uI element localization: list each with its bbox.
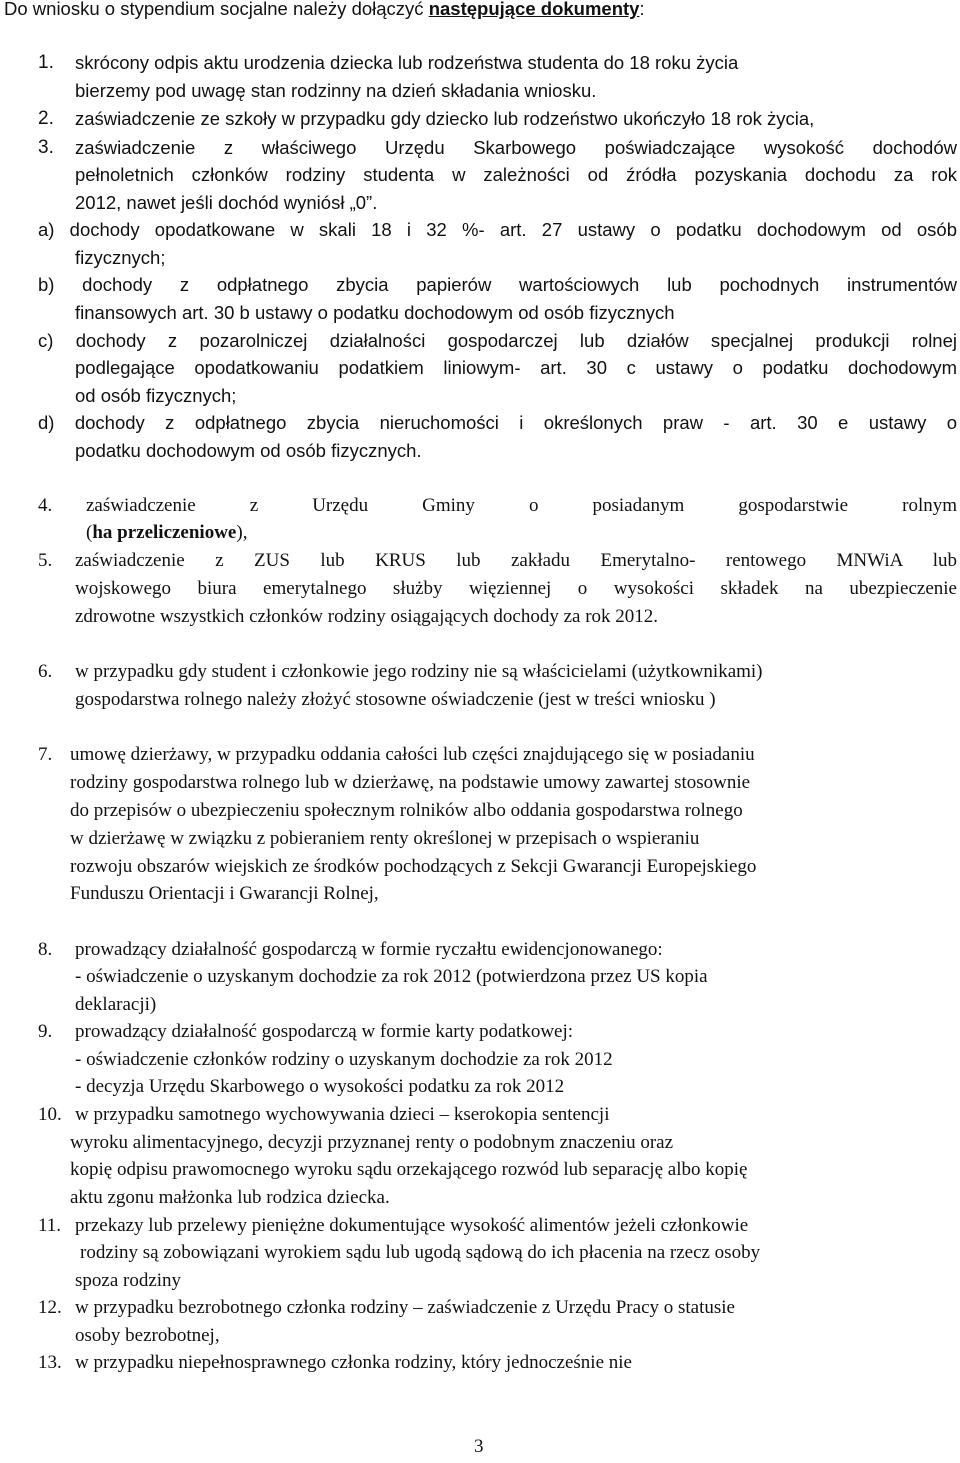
item-9-line-2: - oświadczenie członków rodziny o uzyskanym dochodzie za rok 2012 bbox=[75, 1049, 613, 1070]
item-7-line-3: do przepisów o ubezpieczeniu społecznym rolników albo oddania gospodarstwa rolnego bbox=[70, 800, 743, 821]
item-4-number: 4. bbox=[38, 495, 53, 516]
item-10-line-2: wyroku alimentacyjnego, decyzji przyznanej renty o podobnym znaczeniu oraz bbox=[70, 1132, 674, 1153]
item-4-paren-close: ), bbox=[236, 522, 248, 543]
subitem-c-line-1: c) dochody z pozarolniczej działalności gospodarczej lub działów specjalnej produkcji rolnej bbox=[38, 330, 957, 351]
item-6-line-2: gospodarstwa rolnego należy złożyć stosowne oświadczenie (jest w treści wniosku ) bbox=[75, 689, 716, 710]
item-8-line-1: prowadzący działalność gospodarczą w formie ryczałtu ewidencjonowanego: bbox=[75, 939, 663, 960]
subitem-b-line-2: finansowych art. 30 b ustawy o podatku dochodowym od osób fizycznych bbox=[75, 302, 675, 323]
item-3-number: 3. bbox=[38, 137, 54, 158]
intro-heading bbox=[4, 0, 645, 20]
item-13-line-1: w przypadku niepełnosprawnego członka rodziny, który jednocześnie nie bbox=[75, 1352, 632, 1373]
item-10-line-3: kopię odpisu prawomocnego wyroku sądu orzekającego rozwód lub separację albo kopię bbox=[70, 1159, 748, 1180]
item-3-line-1: zaświadczenie z właściwego Urzędu Skarbowego poświadczające wysokość dochodów bbox=[75, 137, 957, 158]
item-2-number: 2. bbox=[38, 108, 54, 129]
item-6-line-1: w przypadku gdy student i członkowie jego rodziny nie są właścicielami (użytkownikami) bbox=[75, 661, 763, 682]
intro-tail: : bbox=[639, 0, 645, 19]
item-10-line-4: aktu zgonu małżonka lub rodzica dziecka. bbox=[70, 1187, 390, 1208]
item-11-line-2: rodziny są zobowiązani wyrokiem sądu lub ugodą sądową do ich płacenia na rzecz osoby bbox=[80, 1242, 761, 1263]
item-7-line-5: rozwoju obszarów wiejskich ze środków pochodzących z Sekcji Gwarancji Europejskiego bbox=[70, 856, 757, 877]
item-9-line-1: prowadzący działalność gospodarczą w formie karty podatkowej: bbox=[75, 1021, 574, 1042]
item-12-line-1: w przypadku bezrobotnego członka rodziny – zaświadczenie z Urzędu Pracy o statusie bbox=[75, 1297, 735, 1318]
item-1-line-2: bierzemy pod uwagę stan rodzinny na dzień składania wniosku. bbox=[75, 80, 597, 101]
item-11-line-1: przekazy lub przelewy pieniężne dokumentujące wysokość alimentów jeżeli członkowie bbox=[75, 1215, 749, 1236]
item-1-number: 1. bbox=[38, 52, 54, 73]
item-5-line-2: wojskowego biura emerytalnego służby więziennej o wysokości składek na ubezpieczenie bbox=[75, 578, 957, 599]
item-7-line-4: w dzierżawę w związku z pobieraniem renty określonej w przepisach o wspieraniu bbox=[70, 828, 700, 849]
item-5-line-1: zaświadczenie z ZUS lub KRUS lub zakładu Emerytalno- rentowego MNWiA lub bbox=[75, 550, 957, 571]
subitem-c-line-3: od osób fizycznych; bbox=[75, 385, 237, 406]
subitem-c-line-2: podlegające opodatkowaniu podatkiem liniowym- art. 30 c ustawy o podatku dochodowym bbox=[75, 357, 957, 378]
intro-emphasis: następujące dokumenty bbox=[428, 0, 640, 19]
item-5-line-3: zdrowotne wszystkich członków rodziny osiągających dochody za rok 2012. bbox=[75, 606, 659, 627]
item-3-line-2: pełnoletnich członków rodziny studenta w zależności od źródła pozyskania dochodu za rok bbox=[75, 164, 957, 185]
item-7-line-2: rodziny gospodarstwa rolnego lub w dzierżawę, na podstawie umowy zawartej stosownie bbox=[70, 772, 751, 793]
subitem-b-line-1: b) dochody z odpłatnego zbycia papierów wartościowych lub pochodnych instrumentów bbox=[38, 274, 957, 295]
subitem-a-line-1: a) dochody opodatkowane w skali 18 i 32 %- art. 27 ustawy o podatku dochodowym od osób bbox=[38, 219, 957, 240]
item-7-line-6: Funduszu Orientacji i Gwarancji Rolnej, bbox=[70, 883, 379, 904]
item-8-number: 8. bbox=[38, 939, 53, 960]
item-4-paren-open: ( bbox=[86, 522, 93, 543]
item-9-number: 9. bbox=[38, 1021, 53, 1042]
item-7-line-1: umowę dzierżawy, w przypadku oddania całości lub części znajdującego się w posiadaniu bbox=[70, 744, 755, 765]
item-11-line-3: spoza rodziny bbox=[75, 1270, 182, 1291]
item-12-number: 12. bbox=[38, 1297, 62, 1318]
item-8-line-2: - oświadczenie o uzyskanym dochodzie za rok 2012 (potwierdzona przez US kopia bbox=[75, 966, 708, 987]
item-13-number: 13. bbox=[38, 1352, 62, 1373]
subitem-a-line-2: fizycznych; bbox=[75, 247, 166, 268]
item-3-line-3: 2012, nawet jeśli dochód wyniósł „0”. bbox=[75, 192, 378, 213]
item-5-number: 5. bbox=[38, 550, 53, 571]
item-2-line-1: zaświadczenie ze szkoły w przypadku gdy dziecko lub rodzeństwo ukończyło 18 rok życia, bbox=[75, 108, 815, 129]
item-4-bold: ha przeliczeniowe bbox=[92, 522, 237, 543]
item-1-line-1: skrócony odpis aktu urodzenia dziecka lub rodzeństwa studenta do 18 roku życia bbox=[75, 52, 739, 73]
item-12-line-2: osoby bezrobotnej, bbox=[75, 1325, 220, 1346]
item-10-line-1: w przypadku samotnego wychowywania dzieci – kserokopia sentencji bbox=[75, 1104, 610, 1125]
item-9-line-3: - decyzja Urzędu Skarbowego o wysokości podatku za rok 2012 bbox=[75, 1076, 565, 1097]
item-4-line-2 bbox=[86, 522, 247, 544]
item-8-line-3: deklaracji) bbox=[75, 994, 157, 1015]
intro-lead: Do wniosku o stypendium socjalne należy dołączyć bbox=[4, 0, 429, 19]
item-11-number: 11. bbox=[38, 1215, 62, 1236]
subitem-d-line-2: podatku dochodowym od osób fizycznych. bbox=[75, 440, 422, 461]
subitem-d-line-1: d) dochody z odpłatnego zbycia nieruchomości i określonych praw - art. 30 e ustawy o bbox=[38, 412, 957, 433]
item-10-number: 10. bbox=[38, 1104, 62, 1125]
item-7-number: 7. bbox=[38, 744, 53, 765]
item-4-line-1: zaświadczenie z Urzędu Gminy o posiadanym gospodarstwie rolnym bbox=[86, 495, 957, 516]
item-6-number: 6. bbox=[38, 661, 53, 682]
page-number: 3 bbox=[474, 1436, 484, 1457]
